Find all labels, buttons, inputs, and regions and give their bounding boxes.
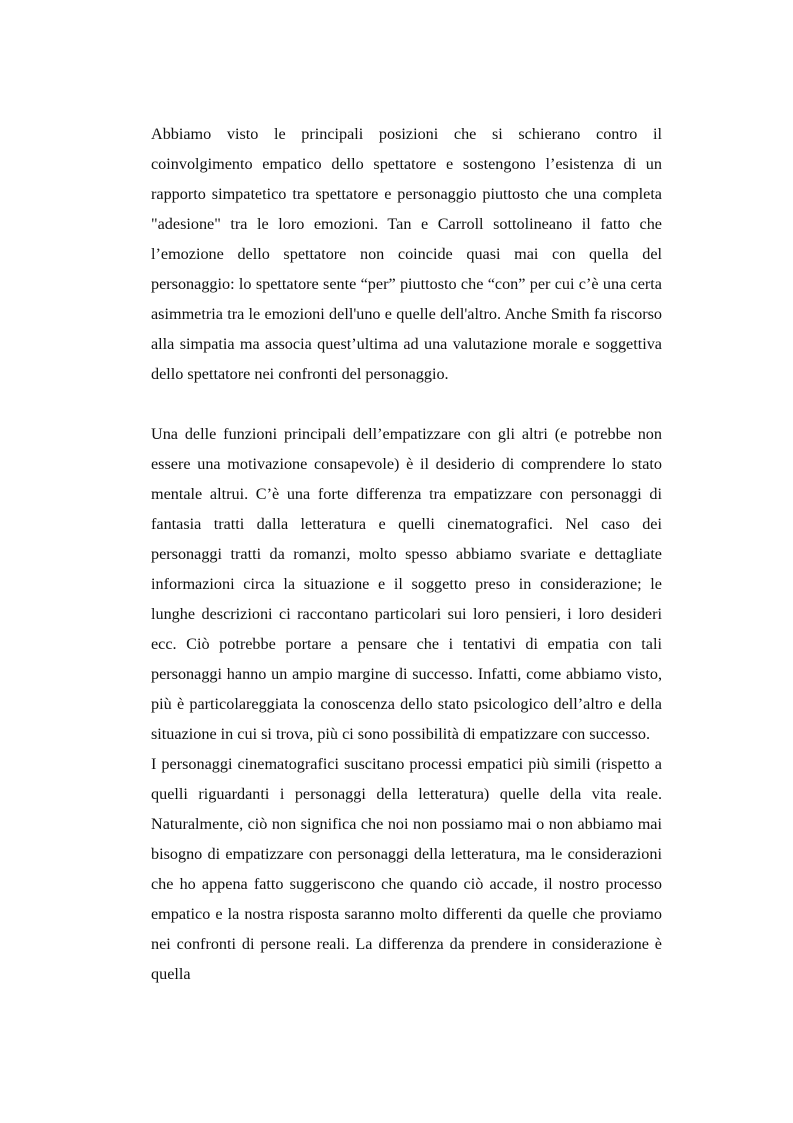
- paragraph-1: Abbiamo visto le principali posizioni che si schierano contro il coinvolgimento empatico dello spettatore e sostengono l’esistenza di un rapporto simpatetico tra spettatore e personaggio piuttosto che una completa "adesione" tra le loro emozioni. Tan e Carroll sottolineano il fatto che l’emozione dello spettatore non coincide quasi mai con quella del personaggio: lo spettatore sente “per” piuttosto che “con” per cui c’è una certa asimmetria tra le emozioni dell'uno e quelle dell'altro. Anche Smith fa riscorso alla simpatia ma associa quest’ultima ad una valutazione morale e soggettiva dello spettatore nei confronti del personaggio.: [151, 125, 662, 383]
- paragraph-2: Una delle funzioni principali dell’empatizzare con gli altri (e potrebbe non essere una motivazione consapevole) è il desiderio di comprendere lo stato mentale altrui. C’è una forte differenza tra empatizzare con personaggi di fantasia tratti dalla letteratura e quelli cinematografici. Nel caso dei personaggi tratti da romanzi, molto spesso abbiamo svariate e dettagliate informazioni circa la situazione e il soggetto preso in considerazione; le lunghe descrizioni ci raccontano particolari sui loro pensieri, i loro desideri ecc. Ciò potrebbe portare a pensare che i tentativi di empatia con tali personaggi hanno un ampio margine di successo. Infatti, come abbiamo visto, più è particolareggiata la conoscenza dello stato psicologico dell’altro e della situazione in cui si trova, più ci sono possibilità di empatizzare con successo.: [151, 425, 662, 743]
- document-page: [151, 119, 662, 989]
- paragraph-spacer: [151, 389, 662, 419]
- paragraph-3: I personaggi cinematografici suscitano processi empatici più simili (rispetto a quelli riguardanti i personaggi della letteratura) quelle della vita reale. Naturalmente, ciò non significa che noi non possiamo mai o non abbiamo mai bisogno di empatizzare con personaggi della letteratura, ma le considerazioni che ho appena fatto suggeriscono che quando ciò accade, il nostro processo empatico e la nostra risposta saranno molto differenti da quelle che proviamo nei confronti di persone reali. La differenza da prendere in considerazione è quella: [151, 755, 662, 983]
